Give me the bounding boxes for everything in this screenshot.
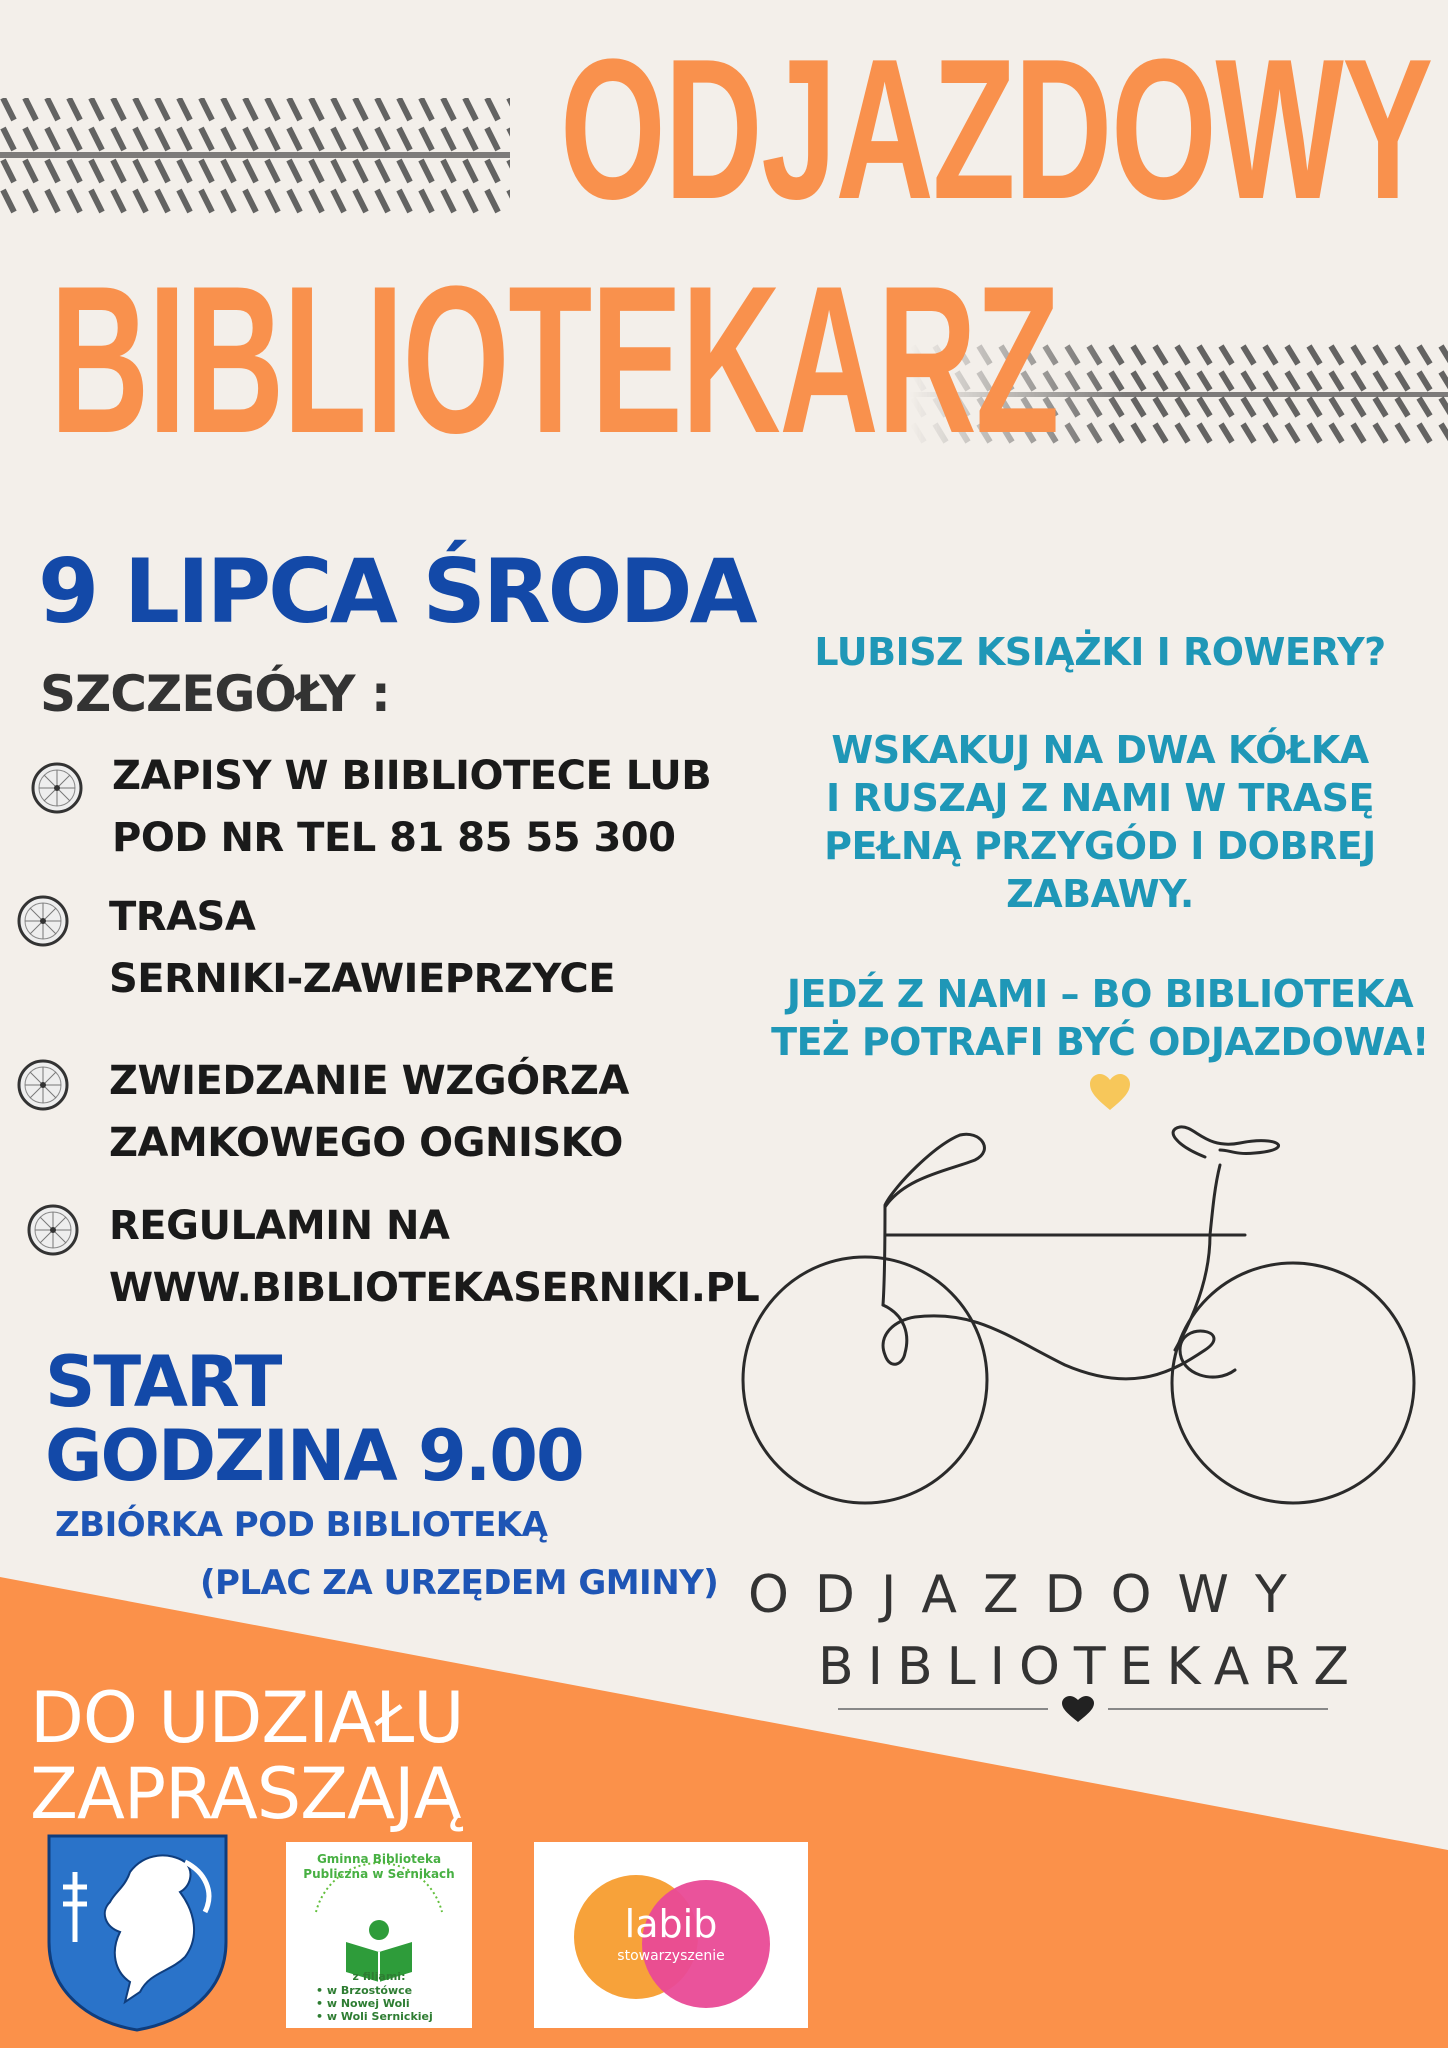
- organizers-heading-line1: DO UDZIAŁU: [30, 1677, 464, 1759]
- event-date: 9 LIPCA ŚRODA: [38, 540, 755, 643]
- library-name: Gminna Biblioteka Publiczna w Sernikach: [303, 1852, 455, 1881]
- event-logo-line1: ODJAZDOWY: [748, 1565, 1313, 1625]
- labib-subtitle: stowarzyszenie: [617, 1948, 725, 1964]
- start-label: START: [45, 1341, 281, 1423]
- event-logo-line2: BIBLIOTEKARZ: [818, 1637, 1364, 1697]
- detail-route-line2: SERNIKI-ZAWIEPRZYCE: [109, 956, 616, 1002]
- logo-divider-heart: [838, 1692, 1328, 1726]
- start-time: GODZINA 9.00: [45, 1415, 583, 1497]
- promo-question: LUBISZ KSIĄŻKI I ROWERY?: [814, 630, 1386, 674]
- detail-rules-line1: REGULAMIN NA: [109, 1203, 450, 1249]
- labib-name: labib: [624, 1902, 718, 1946]
- title-line2: BIBLIOTEKARZ: [50, 242, 1059, 477]
- organizers-heading: [30, 1677, 464, 1835]
- promo-closing: [760, 970, 1440, 1066]
- library-branch: • w Woli Sernickiej: [316, 2010, 433, 2023]
- library-logo: [286, 1842, 472, 2028]
- bicycle-wheel-icon: [30, 761, 84, 815]
- detail-sightseeing-line2: ZAMKOWEGO OGNISKO: [109, 1120, 623, 1166]
- promo-invite-line: ZABAWY.: [1006, 872, 1194, 916]
- promo-invite: [760, 726, 1440, 918]
- bicycle-wheel-icon: [16, 894, 70, 948]
- bicycle-wheel-icon: [26, 1203, 80, 1257]
- details-heading: SZCZEGÓŁY :: [40, 665, 390, 723]
- coat-of-arms-logo: [45, 1832, 230, 2032]
- title-line1: ODJAZDOWY: [560, 18, 1432, 241]
- gathering-point: ZBIÓRKA POD BIBLIOTEKĄ: [55, 1505, 548, 1545]
- detail-signup-line1: ZAPISY W BIIBLIOTECE LUB: [112, 753, 712, 799]
- promo-closing-line: TEŻ POTRAFI BYĆ ODJAZDOWA!: [771, 1020, 1429, 1064]
- promo-invite-line: WSKAKUJ NA DWA KÓŁKA: [831, 728, 1369, 772]
- promo-invite-line: PEŁNĄ PRZYGÓD I DOBREJ: [824, 824, 1376, 868]
- library-branches-label: z filiami:: [352, 1970, 406, 1983]
- promo-closing-line: JEDŹ Z NAMI – BO BIBLIOTEKA: [786, 972, 1414, 1016]
- heart-icon: [1088, 1072, 1132, 1112]
- detail-route-line1: TRASA: [109, 894, 256, 940]
- library-branch: • w Brzostówce: [316, 1984, 413, 1997]
- detail-sightseeing-line1: ZWIEDZANIE WZGÓRZA: [109, 1058, 629, 1104]
- detail-signup-line2: POD NR TEL 81 85 55 300: [112, 815, 676, 861]
- bicycle-wheel-icon: [16, 1058, 70, 1112]
- organizers-heading-line2: ZAPRASZAJĄ: [30, 1753, 461, 1835]
- gathering-place: (PLAC ZA URZĘDEM GMINY): [200, 1563, 719, 1603]
- promo-invite-line: I RUSZAJ Z NAMI W TRASĘ: [826, 776, 1374, 820]
- detail-rules-website[interactable]: WWW.BIBLIOTEKASERNIKI.PL: [109, 1265, 760, 1311]
- start-block: [45, 1341, 583, 1497]
- tire-tread-top-left: [0, 90, 510, 220]
- labib-logo: [534, 1842, 808, 2028]
- library-branch: • w Nowej Woli: [316, 1997, 410, 2010]
- line-bicycle-icon: [735, 1125, 1425, 1525]
